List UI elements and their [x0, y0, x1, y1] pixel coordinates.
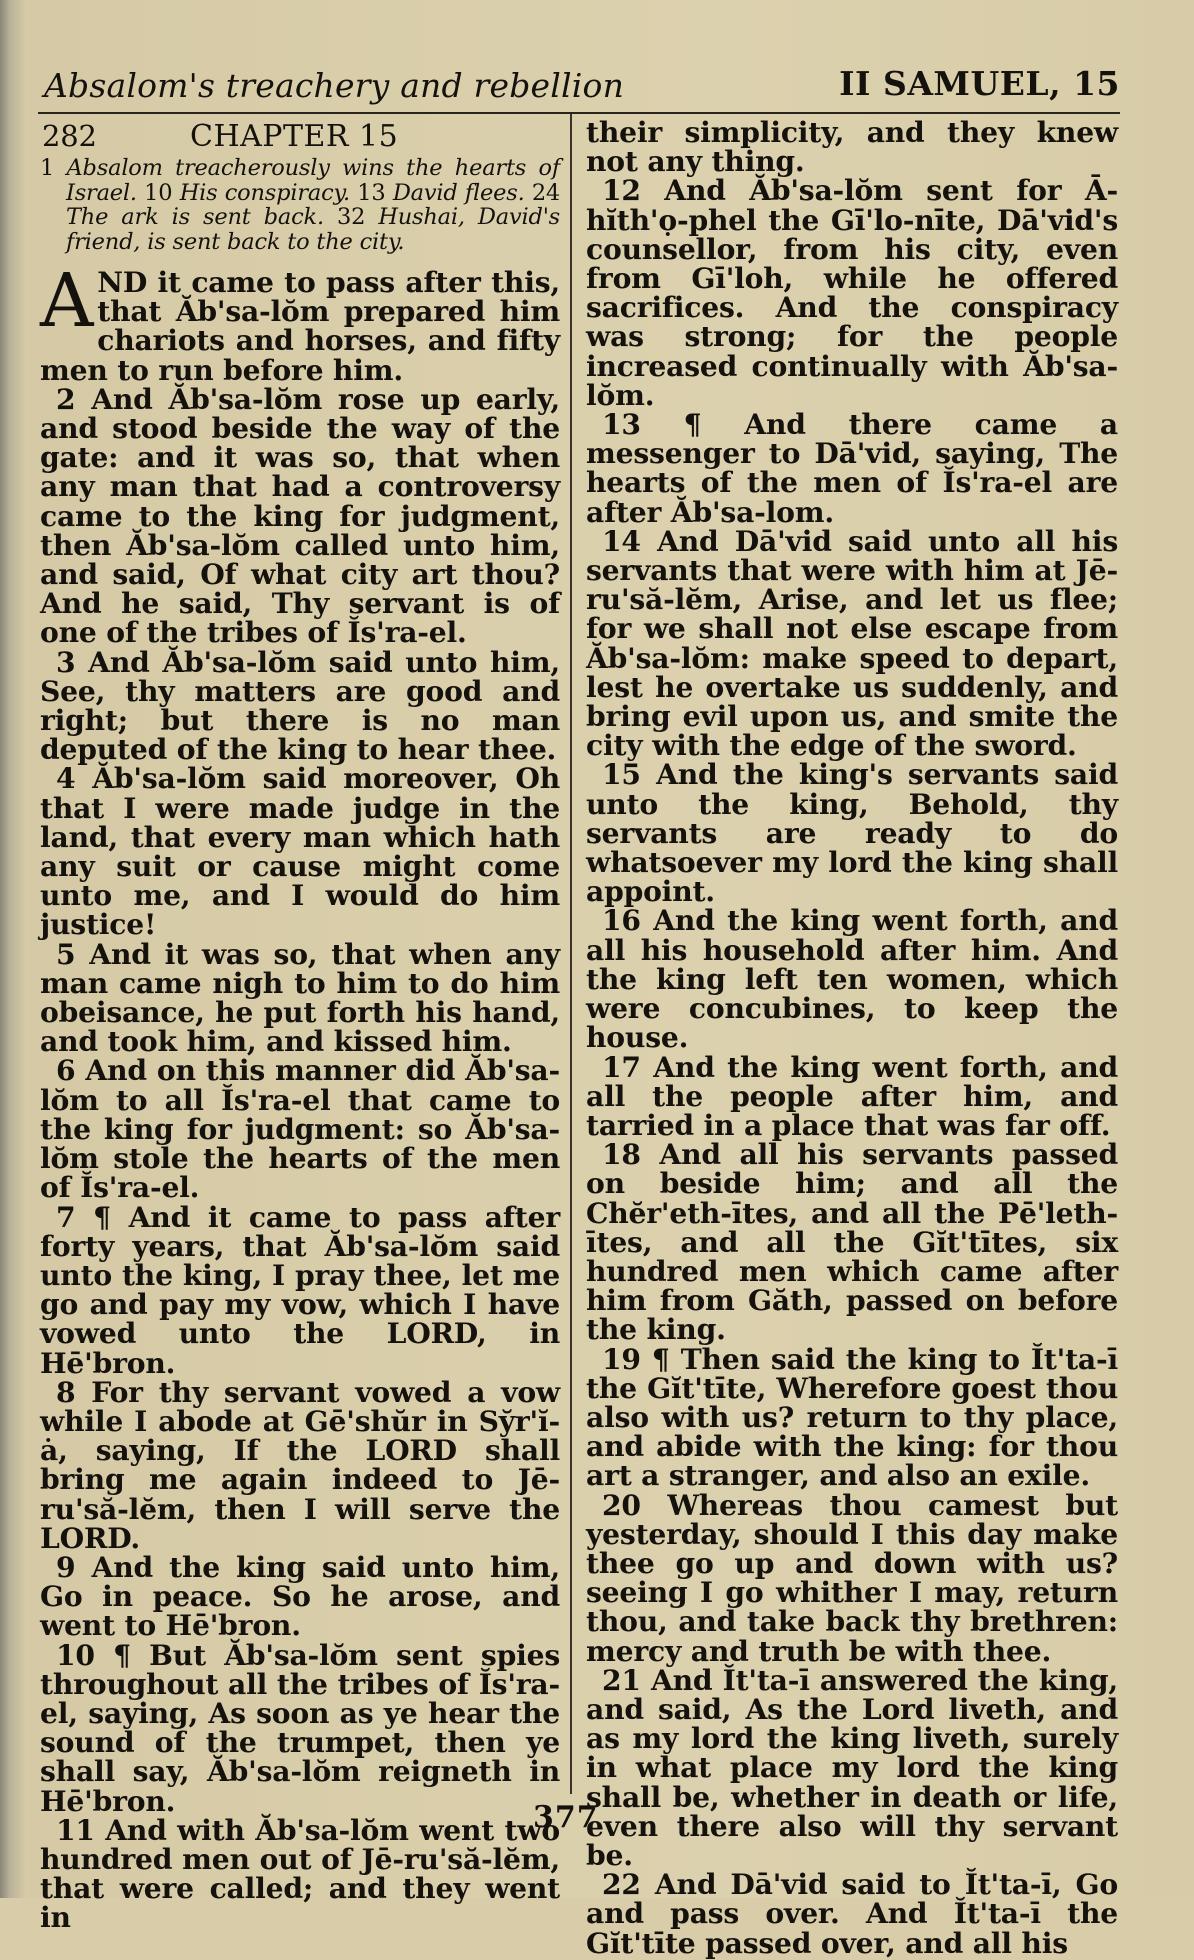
verse-9: 9 And the king said unto him, Go in peace. So he arose, and went to Hē'bron.	[40, 1550, 560, 1643]
verse-11: 11 And with Ăb'sa-lŏm went two hundred men out of Jē-ru'să-lĕm, that were called; and they went in	[40, 1813, 560, 1935]
verse-20: 20 Whereas thou camest but yesterday, should I this day make thee go up and down with us? seeing I go whither I may, return thou, and take back thy brethren: mercy and truth be with thee.	[586, 1488, 1118, 1668]
verse-2: 2 And Ăb'sa-lŏm rose up early, and stood beside the way of the gate: and it was so, that when any man that had a controversy came to the king for judgment, then Ăb'sa-lŏm called unto him, and said, Of what city art thou? And he said, Thy servant is of one of the tribes of Ĭs'ra-el.	[40, 382, 560, 650]
chapter-page-number: 282	[42, 119, 97, 153]
verse-16: 16 And the king went forth, and all his household after him. And the king left ten women, which were concubines, to keep the house.	[586, 904, 1118, 1055]
verse-11-continued: their simplicity, and they knew not any thing.	[586, 116, 1118, 179]
running-header	[44, 58, 1120, 110]
drop-cap: A	[40, 258, 94, 344]
chapter-heading	[40, 118, 560, 156]
right-column	[586, 118, 1118, 1958]
left-column	[40, 118, 560, 1933]
running-head-right: II SAMUEL, 15	[839, 64, 1120, 103]
verse-4: 4 Ăb'sa-lŏm said moreover, Oh that I were made judge in the land, that every man which hath any suit or cause might come unto me, and I would do him justice!	[40, 762, 560, 942]
chapter-title: CHAPTER 15	[190, 119, 399, 154]
verse-15: 15 And the king's servants said unto the king, Behold, thy servants are ready to do whatsoever my lord the king shall appoint.	[586, 758, 1118, 909]
verse-13: 13 ¶ And there came a messenger to Dā'vid, saying, The hearts of the men of Ĭs'ra-el are after Ăb'sa-lom.	[586, 408, 1118, 529]
verse-17: 17 And the king went forth, and all the people after him, and tarried in a place that was far off.	[586, 1050, 1118, 1142]
verse-5: 5 And it was so, that when any man came nigh to him to do him obeisance, he put forth his hand, and took him, and kissed him.	[40, 937, 560, 1059]
verse-7: 7 ¶ And it came to pass after forty years, that Ăb'sa-lŏm said unto the king, I pray thee, let me go and pay my vow, which I have vowed unto the LORD, in Hē'bron.	[40, 1200, 560, 1380]
verse-8: 8 For thy servant vowed a vow while I abode at Gē'shŭr in Sy̆r'ĭ-ȧ, saying, If the LORD shall bring me again indeed to Jē-ru'să-lĕm, then I will serve the LORD.	[40, 1375, 560, 1555]
verse-19: 19 ¶ Then said the king to Ĭt'ta-ī the Gĭt'tīte, Wherefore goest thou also with us? return to thy place, and abide with the king: for thou art a stranger, and also an exile.	[586, 1342, 1118, 1493]
verse-14: 14 And Dā'vid said unto all his servants that were with him at Jē-ru'să-lĕm, Arise, and let us flee; for we shall not else escape from Ăb'sa-lŏm: make speed to depart, lest he overtake us suddenly, and bring evil upon us, and smite the city with the edge of the sword.	[586, 524, 1118, 763]
verse-6: 6 And on this manner did Ăb'sa-lŏm to all Ĭs'ra-el that came to the king for judgment: so Ăb'sa-lŏm stole the hearts of the men of Ĭs'ra-el.	[40, 1054, 560, 1205]
verse-18: 18 And all his servants passed on beside him; and all the Chĕr'eth-ītes, and all the Pē'leth-ītes, and all the Gĭt'tītes, six hundred men which came after him from Găth, passed on before the king.	[586, 1138, 1118, 1347]
verse-22: 22 And Dā'vid said to Ĭt'ta-ī, Go and pass over. And Ĭt'ta-ī the Gĭt'tīte passed over, and all his	[586, 1868, 1118, 1960]
verse-1: AND it came to pass after this, that Ăb'sa-lŏm prepared him chariots and horses, and fifty men to run before him.	[40, 258, 560, 387]
verse-10: 10 ¶ But Ăb'sa-lŏm sent spies throughout all the tribes of Ĭs'ra-el, saying, As soon as ye hear the sound of the trumpet, then ye shall say, Ăb'sa-lŏm reigneth in Hē'bron.	[40, 1638, 560, 1818]
verse-12: 12 And Ăb'sa-lŏm sent for Ā-hĭth'ọ-phel the Gī'lo-nīte, Dā'vid's counsellor, from his city, even from Gī'loh, while he offered sacrifices. And the conspiracy was strong; for the people increased continually with Ăb'sa-lŏm.	[586, 174, 1118, 412]
column-divider	[570, 114, 572, 1794]
chapter-summary	[40, 156, 560, 254]
summary-item: 1 Absalom treacherously wins the hearts of Israel. 10 His conspiracy. 13 David flees. 24 The ark is sent back. 32 Hushai, David's friend, is sent back to the city.	[40, 155, 561, 255]
running-head-left: Absalom's treachery and rebellion	[44, 66, 625, 105]
verse-3: 3 And Ăb'sa-lŏm said unto him, See, thy matters are good and right; but there is no man deputed of the king to hear thee.	[40, 645, 560, 767]
verse-21: 21 And Ĭt'ta-ī answered the king, and said, As the Lord liveth, and as my lord the king liveth, surely in what place my lord the king shall be, whether in death or life, even there also will thy servant be.	[586, 1663, 1118, 1872]
page-folio: 377	[533, 1800, 599, 1835]
header-rule	[38, 112, 1120, 114]
